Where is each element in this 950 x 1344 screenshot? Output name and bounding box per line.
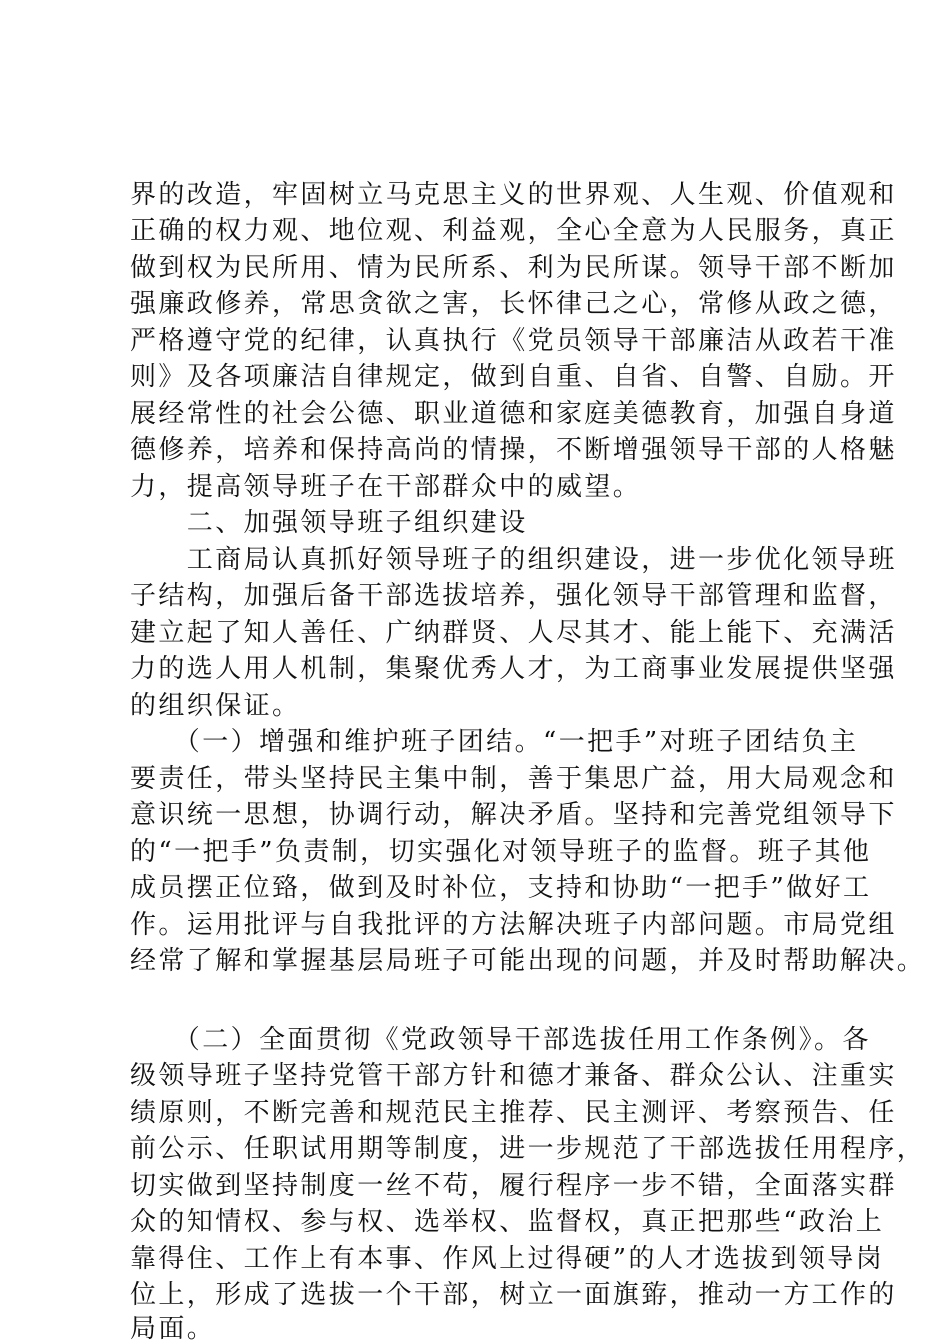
text-line: 靠得住、工作上有本事、作风上过得硬”的人才选拔到领导岗	[130, 1244, 885, 1274]
text-line: 界的改造，牢固树立马克思主义的世界观、人生观、价值观和	[130, 180, 897, 210]
text-line: 德修养，培养和保持高尚的情操，不断增强领导干部的人格魅	[130, 435, 897, 465]
text-line: 局面。	[130, 1314, 216, 1344]
text-line: 作。运用批评与自我批评的方法解决班子内部问题。市局党组	[130, 910, 897, 940]
text-line: 工商局认真抓好领导班子的组织建设，进一步优化领导班	[130, 545, 897, 575]
text-line: 意识统一思想，协调行动，解决矛盾。坚持和完善党组领导下	[130, 800, 897, 830]
text-line: 要责任，带头坚持民主集中制，善于集思广益，用大局观念和	[130, 764, 897, 794]
text-line: 正确的权力观、地位观、利益观，全心全意为人民服务，真正	[130, 216, 897, 246]
text-line: 成员摆正位臵，做到及时补位，支持和协助“一把手”做好工	[130, 873, 872, 903]
text-line: 众的知情权、参与权、选举权、监督权，真正把那些“政治上	[130, 1207, 885, 1237]
text-line: （二）全面贯彻《党政领导干部选拔任用工作条例》。各	[130, 1025, 871, 1055]
text-line: 经常了解和掌握基层局班子可能出现的问题，并及时帮助解决。	[130, 946, 926, 976]
text-line: 力的选人用人机制，集聚优秀人才，为工商事业发展提供坚强	[130, 654, 897, 684]
text-line: 的“一把手”负责制，切实强化对领导班子的监督。班子其他	[130, 837, 872, 867]
text-line: 子结构，加强后备干部选拔培养，强化领导干部管理和监督，	[130, 581, 897, 611]
text-line: 做到权为民所用、情为民所系、利为民所谋。领导干部不断加	[130, 253, 897, 283]
text-line: 绩原则，不断完善和规范民主推荐、民主测评、考察预告、任	[130, 1098, 897, 1128]
text-line: 强廉政修养，常思贪欲之害，长怀律己之心，常修从政之德，	[130, 289, 897, 319]
text-line: 严格遵守党的纪律，认真执行《党员领导干部廉洁从政若干准	[130, 326, 897, 356]
text-line: 位上，形成了选拔一个干部，树立一面旗臶，推动一方工作的	[130, 1280, 897, 1310]
text-line: 的组织保证。	[130, 691, 301, 721]
text-line: 建立起了知人善任、广纳群贤、人尽其才、能上能下、充满活	[130, 618, 897, 648]
text-line: 切实做到坚持制度一丝不苟，履行程序一步不错，全面落实群	[130, 1171, 897, 1201]
text-line: （一）增强和维护班子团结。“一把手”对班子团结负主	[130, 727, 859, 757]
text-line: 展经常性的社会公德、职业道德和家庭美德教育，加强自身道	[130, 399, 897, 429]
section-heading: 二、加强领导班子组织建设	[130, 508, 528, 538]
text-line: 则》及各项廉洁自律规定，做到自重、自省、自警、自励。开	[130, 362, 897, 392]
text-line: 前公示、任职试用期等制度，进一步规范了干部选拔任用程序，	[130, 1134, 926, 1164]
text-line: 力，提高领导班子在干部群众中的威望。	[130, 472, 642, 502]
text-line: 级领导班子坚持党管干部方针和德才兼备、群众公认、注重实	[130, 1061, 897, 1091]
